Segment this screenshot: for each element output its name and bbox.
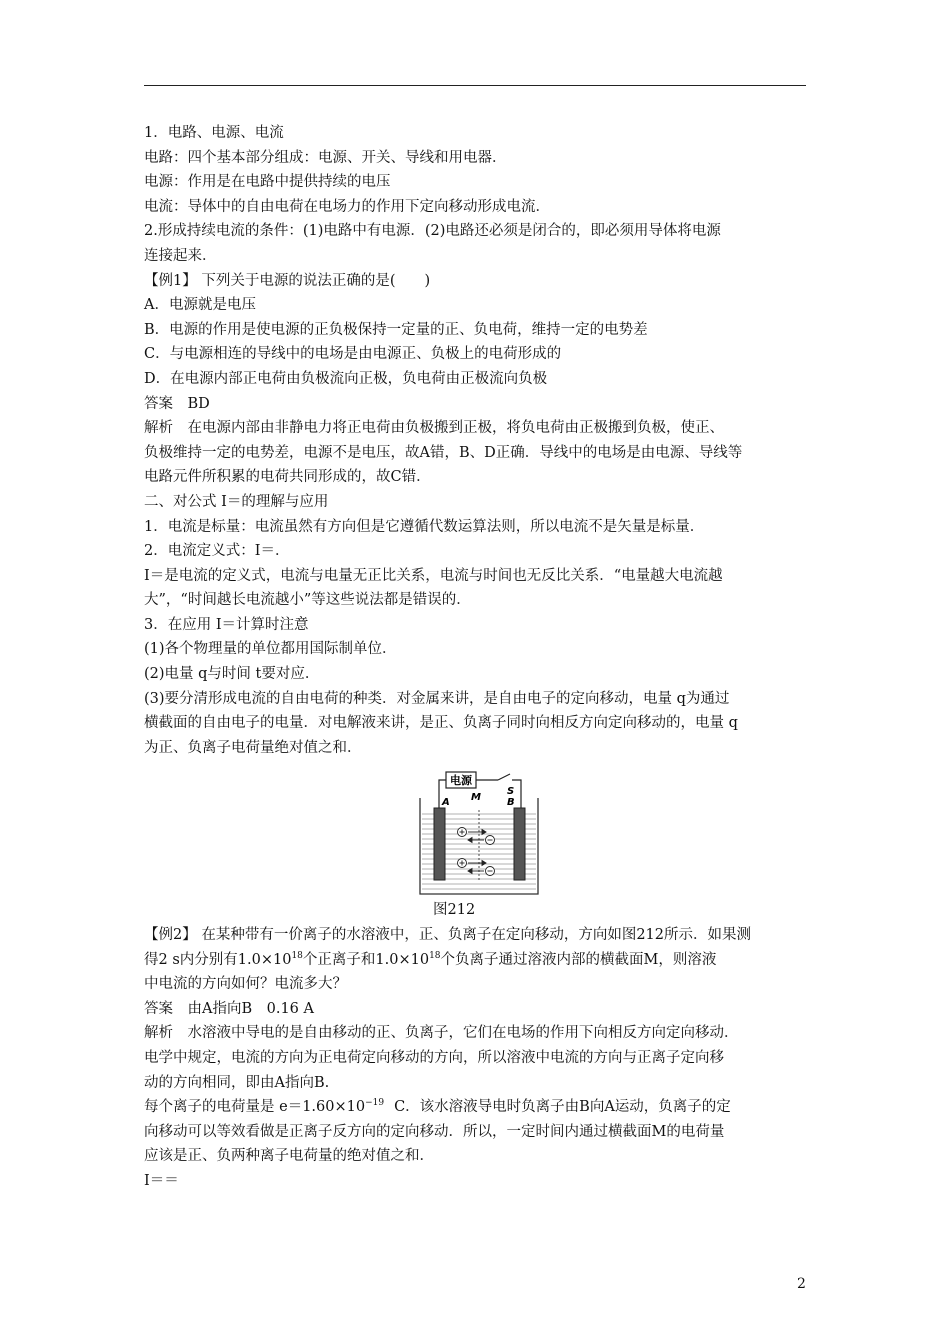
analysis-line: 每个离子的电荷量是 $e=1.60\times 10^{-19}$ C．该水溶液导电时负离子由B向A运动，负离子的定	[144, 1098, 731, 1116]
text-line: 电源：作用是在电路中提供持续的电压	[144, 174, 391, 191]
electrolysis-figure	[414, 762, 544, 898]
analysis-line: 应该是正、负两种离子电荷量的绝对值之和．	[144, 1148, 434, 1165]
example-2-question: 【例2】 在某种带有一价离子的水溶液中，正、负离子在定向移动，方向如图212所示．如果测	[144, 927, 752, 944]
analysis-line: 向移动可以等效看做是正离子反方向的定向移动．所以，一定时间内通过横截面M的电荷量	[144, 1123, 725, 1140]
analysis-line: 动的方向相同，即由A指向B.	[144, 1074, 330, 1091]
text-line: 横截面的自由电子的电量．对电解液来讲，是正、负离子同时向相反方向定向移动的，电量 q	[144, 715, 738, 732]
analysis-line: 负极维持一定的电势差，电源不是电压，故A错，B、D正确．导线中的电场是由电源、导线等	[144, 444, 743, 461]
text-line: 电路：四个基本部分组成：电源、开关、导线和用电器．	[144, 149, 507, 166]
electrode-b-label: B	[507, 797, 515, 809]
text-line: (2)电量 q与时间 t要对应．	[144, 666, 320, 683]
section-heading-2: 二、对公式 I＝的理解与应用	[144, 493, 329, 510]
option-d: D．在电源内部正电荷由负极流向正极，负电荷由正极流向负极	[144, 370, 548, 387]
analysis-line: 电路元件所积累的电荷共同形成的，故C错．	[144, 469, 431, 486]
answer-line: 答案 BD	[144, 395, 210, 412]
text-line: (1)各个物理量的单位都用国际制单位．	[144, 641, 397, 658]
ions	[458, 828, 495, 876]
electrode-a	[434, 808, 445, 880]
text-line: 电流：导体中的自由电荷在电场力的作用下定向移动形成电流．	[144, 198, 550, 215]
figure-caption: 图212	[433, 902, 476, 919]
ion-arrows	[468, 830, 486, 874]
analysis-line: 电学中规定，电流的方向为正电荷定向移动的方向，所以溶液中电流的方向与正离子定向移	[144, 1050, 724, 1066]
answer-line: 答案 由A指向B 0.16 A	[144, 1000, 314, 1017]
analysis-line: 解析 水溶液中导电的是自由移动的正、负离子，它们在电场的作用下向相反方向定向移动．	[144, 1025, 739, 1042]
example-1-question: 【例1】 下列关于电源的说法正确的是( )	[144, 272, 431, 289]
option-a: A．电源就是电压	[144, 297, 256, 314]
cross-section-m-label: M	[471, 792, 481, 804]
page-number: 2	[797, 1276, 806, 1292]
text-line: 连接起来．	[144, 247, 217, 264]
text-line: 为正、负离子电荷量绝对值之和．	[144, 739, 362, 756]
example-2-question-line2: 得2 s内分别有$1.0\times 10^{18}$个正离子和$1.0\times 10^{18}$个负离子通过溶液内部的横截面M，则溶液	[144, 950, 717, 968]
text-line: 2．电流定义式：I＝．	[144, 543, 290, 560]
section-heading-1: 1．电路、电源、电流	[144, 125, 284, 141]
text-line: 3．在应用 I＝计算时注意	[144, 616, 309, 633]
text-line: I＝是电流的定义式，电流与电量无正比关系，电流与时间也无反比关系．“电量越大电流越	[144, 567, 723, 584]
option-b: B．电源的作用是使电源的正负极保持一定量的正、负电荷，维持一定的电势差	[144, 321, 648, 338]
switch-label: S	[507, 786, 515, 798]
text-line: (3)要分清形成电流的自由电荷的种类．对金属来讲，是自由电子的定向移动，电量 q为通过	[144, 690, 730, 707]
power-source-label: 电源	[450, 774, 472, 788]
analysis-line: 解析 在电源内部由非静电力将正电荷由负极搬到正极，将负电荷由正极搬到负极，使正、	[144, 420, 724, 437]
electrode-a-label: A	[442, 797, 450, 809]
option-c: C．与电源相连的导线中的电场是由电源正、负极上的电荷形成的	[144, 346, 562, 363]
text-line: 大”，“时间越长电流越小”等这些说法都是错误的．	[144, 592, 471, 609]
header-rule	[144, 85, 806, 86]
formula-line: I＝＝	[144, 1172, 179, 1189]
document-body	[144, 121, 810, 1194]
switch-lever	[498, 774, 510, 780]
text-line: 中电流的方向如何？电流多大？	[144, 976, 347, 993]
electrode-b	[514, 808, 525, 880]
text-line: 1．电流是标量：电流虽然有方向但是它遵循代数运算法则，所以电流不是矢量是标量．	[144, 518, 705, 535]
text-line: 2.形成持续电流的条件：(1)电路中有电源．(2)电路还必须是闭合的，即必须用导体将电源	[144, 223, 721, 240]
